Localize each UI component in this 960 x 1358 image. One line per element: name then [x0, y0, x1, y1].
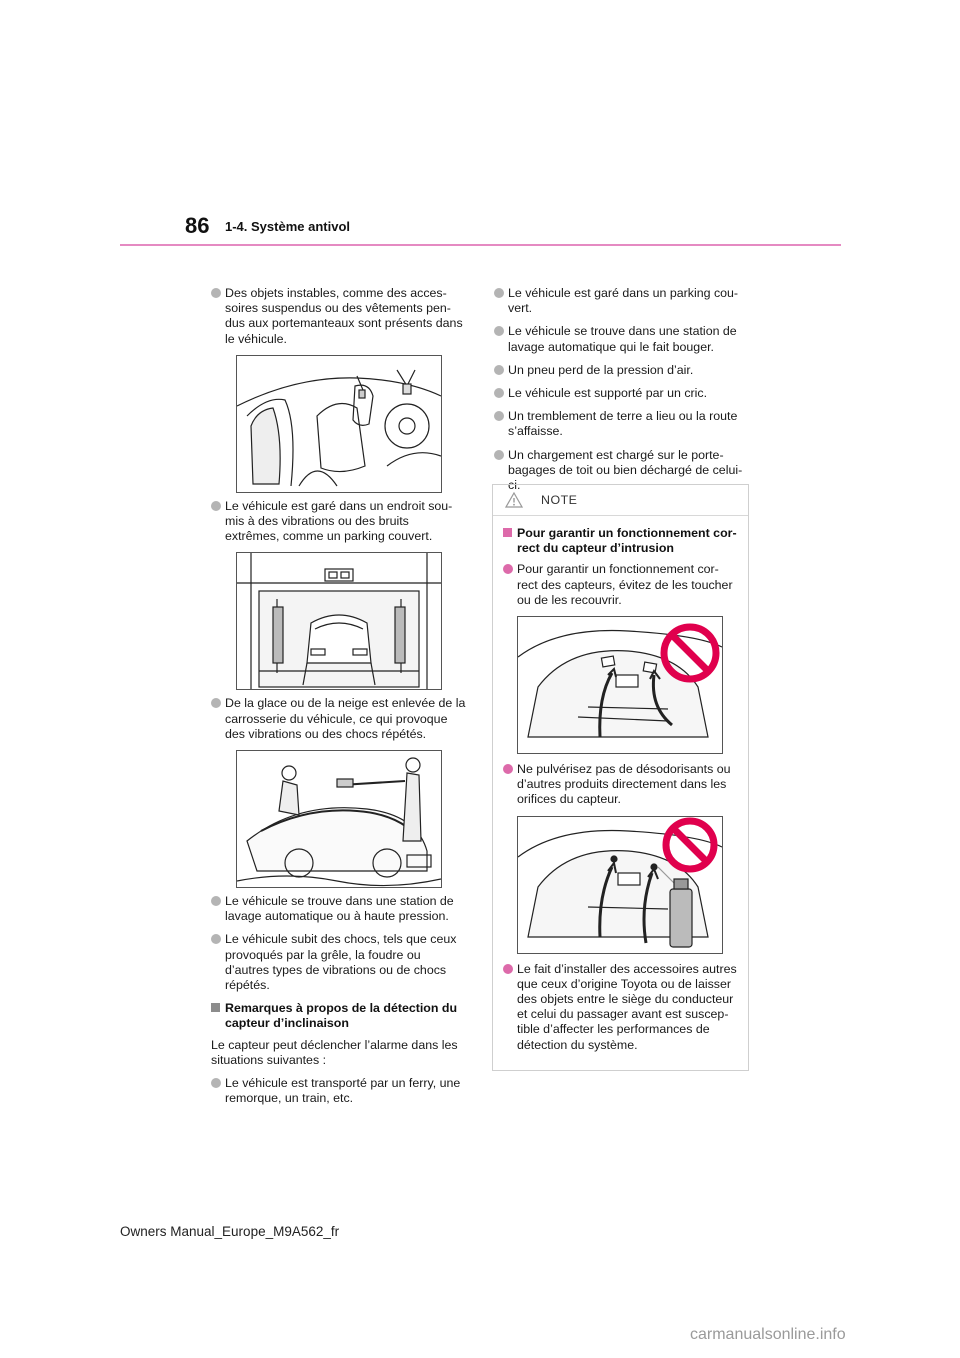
- note-subhead: Pour garantir un fonctionnement cor-rect du capteur d’intrusion: [503, 526, 738, 556]
- list-item: Le véhicule se trouve dans une station de lavage automatique ou à haute pression.: [211, 894, 466, 924]
- bullet-dot: [503, 964, 513, 974]
- bullet-dot: [211, 501, 221, 511]
- square-bullet-icon: [211, 1003, 220, 1012]
- list-item: Pour garantir un fonctionnement cor-rect des capteurs, évitez de les toucher ou de les recouvrir.: [503, 562, 738, 608]
- paragraph: Le capteur peut déclencher l’alarme dans les situations suivantes :: [211, 1037, 458, 1067]
- list-item: Ne pulvérisez pas de désodorisants ou d’autres produits directement dans les orifices du capteur.: [503, 762, 738, 808]
- bullet-dot: [211, 698, 221, 708]
- note-body: [493, 516, 748, 1053]
- bullet-dot: [494, 365, 504, 375]
- list-item: De la glace ou de la neige est enlevée de la carrosserie du véhicule, ce qui provoque des vibrations ou des chocs répétés.: [211, 696, 466, 742]
- square-bullet-icon: [503, 528, 512, 537]
- bullet-dot: [494, 326, 504, 336]
- illustration-snow-removal: [236, 750, 442, 888]
- bullet-dot: [494, 450, 504, 460]
- bullet-dot: [211, 896, 221, 906]
- right-column: [494, 286, 750, 501]
- list-item: Le véhicule est garé dans un endroit sou-mis à des vibrations ou des bruits extrêmes, comme un parking couvert.: [211, 499, 466, 545]
- bullet-dot: [503, 764, 513, 774]
- list-item: Un pneu perd de la pression d’air.: [494, 363, 750, 378]
- list-item: Le fait d’installer des accessoires autres que ceux d’origine Toyota ou de laisser des objets entre le siège du conducteur et celui du passager avant est suscep-tible d’affecter les performances de détection du système.: [503, 962, 738, 1053]
- list-item: Le véhicule subit des chocs, tels que ceux provoqués par la grêle, la foudre ou d’autres types de vibrations ou de chocs répétés.: [211, 932, 466, 993]
- footer-label: Owners Manual_Europe_M9A562_fr: [120, 1224, 340, 1239]
- left-column: [211, 286, 466, 1114]
- bullet-dot: [494, 288, 504, 298]
- list-item: Un chargement est chargé sur le porte-bagages de toit ou bien déchargé de celui-ci.: [494, 448, 750, 494]
- watermark: carmanualsonline.info: [690, 1326, 846, 1343]
- section-subhead: Remarques à propos de la détection du capteur d’inclinaison: [211, 1001, 466, 1031]
- bullet-dot: [211, 1078, 221, 1088]
- list-item: Des objets instables, comme des acces-soires suspendus ou des vêtements pen-dus aux portemanteaux sont présents dans le véhicule.: [211, 286, 466, 347]
- illustration-car-wash-tunnel: [236, 552, 442, 690]
- list-item: Un tremblement de terre a lieu ou la route s’affaisse.: [494, 409, 750, 439]
- bullet-dot: [503, 564, 513, 574]
- note-box: [492, 484, 749, 1071]
- bullet-dot: [494, 388, 504, 398]
- illustration-interior-hanging-clothes: [236, 355, 442, 493]
- note-label: NOTE: [541, 493, 578, 507]
- bullet-dot: [211, 934, 221, 944]
- warning-triangle-icon: [505, 492, 523, 513]
- note-header: [493, 485, 748, 516]
- bullet-dot: [494, 411, 504, 421]
- section-title: 1-4. Système antivol: [225, 219, 350, 234]
- header-rule: [120, 244, 841, 246]
- bullet-dot: [211, 288, 221, 298]
- list-item: Le véhicule est transporté par un ferry, une remorque, un train, etc.: [211, 1076, 466, 1106]
- list-item: Le véhicule est supporté par un cric.: [494, 386, 750, 401]
- page-number: 86: [185, 213, 210, 238]
- illustration-spray-prohibited: [517, 816, 723, 954]
- illustration-sensor-touch-prohibited: [517, 616, 723, 754]
- list-item: Le véhicule est garé dans un parking cou-vert.: [494, 286, 750, 316]
- list-item: Le véhicule se trouve dans une station de lavage automatique qui le fait bouger.: [494, 324, 750, 354]
